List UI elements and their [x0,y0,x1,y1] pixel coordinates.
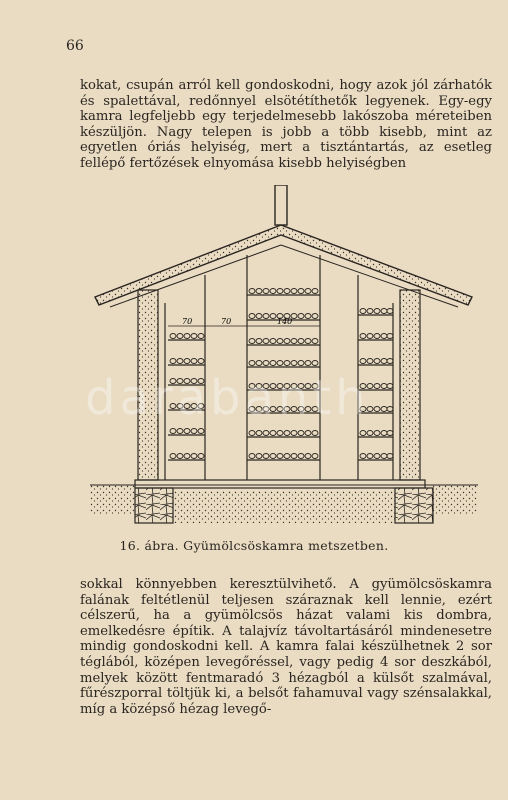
paragraph-bottom: sokkal könnyebben keresztülvihető. A gyümölcsöskamra falának feltétlenül teljesen száraznak kell lennie, ezért célszerű, ha a gyümölcsös házat valami kis dombra, emelkedésre építik. A talajvíz távoltartásáról mindenesetre mindig gondoskodni kell. A kamra falai készülhetnek 2 sor téglából, középen levegőréssel, vagy pedig 4 sor deszkából, melyek között fentmaradó 3 hézagból a külsőt szalmával, fűrészporral töltjük ki, a belsőt fahamuval vagy szénsalakkal, míg a középső hézag levegő- [80,577,492,717]
figure-caption: 16. ábra. Gyümölcsöskamra metszetben. [119,538,389,553]
dimension-label-middle: 140 [277,317,293,326]
dimension-label-left: 70 [182,317,193,326]
watermark: darabanth [85,370,370,426]
paragraph-top: kokat, csupán arról kell gondoskodni, hogy azok jól zárhatók és spalettával, redőnnyel elsötétíthetők legyenek. Egy-egy kamra legfeljebb egy terjedelmesebb lakószoba méreteiben készüljön. Nagy telepen is jobb a több kisebb, mint az egyetlen óriás helyiség, mert a tisztántartás, az esetleg fellépő fertőzések elnyomása kisebb helyiségben [80,78,492,171]
dimension-label-gap: 70 [221,317,232,326]
cross-section-figure [90,185,480,530]
page-number: 66 [66,38,84,54]
